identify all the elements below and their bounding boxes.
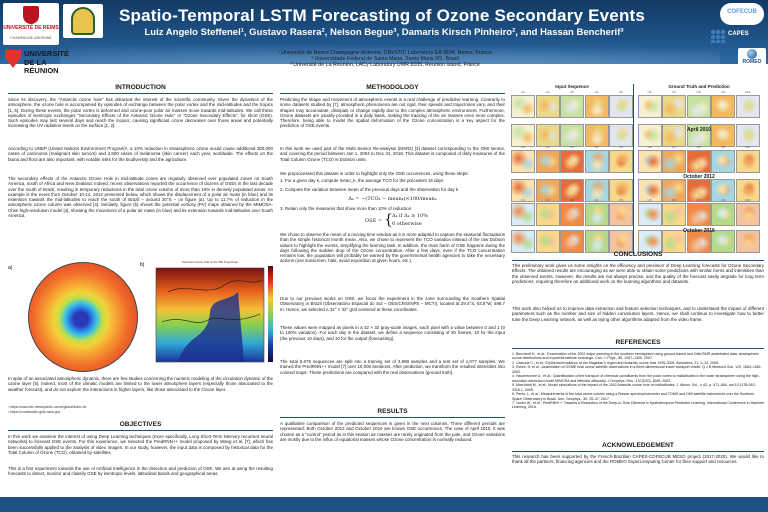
conclusions-heading: CONCLUSIONS [613,251,663,258]
forecast-frame [661,199,687,227]
equation-brace: { [384,212,393,228]
introduction-paragraph-2: According to UNEP (United Nations Environment Program)¹, a 10% reduction in stratospheric ozone would cause additional 300,000 cases of carcinoma (malignant skin tumors) and 4,500 cases of melanoma (skin cancer) each year, worldwide. The effects on the fauna and flora are also important, with notable risks for the biodiversity and the agriculture. [8,146,273,162]
conclusions-paragraph-1: This preliminary work gives us some insights on the efficiency and precision of Deep Learning forecasts for Ozone Secondary Effects. The obtained results are encouraging as we were able to obtain some predictions with similar forms and intensities than the observed events. However, the results are not always precise, and the quality of the forecast easily degrade for long term predictions, requiring therefore an additional work on the learning algorithms and datasets. [512,263,764,284]
frame-label: t=2 [545,91,550,94]
frame-label: t=4 [594,91,599,94]
frame-label: t=10 [744,199,751,202]
footer-bar [0,497,768,512]
objectives-heading: OBJECTIVES [119,421,162,428]
la-reunion-mark-icon [5,50,21,68]
forecast-frame [637,91,663,119]
frame-heatmap [536,230,560,253]
frame-heatmap [609,203,633,226]
frame-heatmap [585,124,609,147]
reference-item: 6. Peres, L. et al.: Measurements of the total ozone column using a Brewer spectrophotometer and TOMS and OMI satellite instruments over the Southern Space Observatory in Brazil. Ann. Geophys., 35, 25–37, 2017. [512,392,755,401]
acknowledgement-paragraph: This research has been supported by the French-Brazilian CAPES-COFECUB MESO project (2017-2020). We would like to thank all the partners, financing agencies and the ROMEO Supercomputing Center for their support and resources. [512,454,764,465]
forecast-frame [661,91,687,119]
colorbar-legend [268,266,273,362]
figure-row-october-2012-a [510,146,768,174]
forecast-frame [559,226,585,254]
frame-heatmap [560,150,584,173]
figure-row-april-2010-a [510,91,768,119]
methodology-heading: METHODOLOGY [366,84,419,91]
forecast-frame [608,226,634,254]
forecast-frame [735,120,761,148]
reference-list [512,352,764,410]
frame-heatmap [585,230,609,253]
frame-heatmap [560,124,584,147]
frame-label: t=8 [696,199,701,202]
frame-label: t=10 [744,146,751,149]
la-reunion-university-logo: UNIVERSITÉ DE LA RÉUNION [3,48,73,72]
methodology-paragraph-1: Predicting the shape and movement of atmospheric events is a real challenge of predictive learning. Contrarily to some datasets studied by [7], atmospheric phenomena are not rigid, their speeds and trajectories vary, and their shapes may accumulate, dissipate or change rapidly due to the complex atmospheric environment. Furthermore, Ozone datasets are usually provided in a daily basis, making the tracking of the air masses even more complex. Therefore, being able to model the spatial deformation of the Ozone concentration is a key aspect for the prediction of OSE events. [280,97,505,129]
frame-label: t=5 [619,91,623,94]
forecast-frame [584,199,610,227]
poster-title: Spatio-Temporal LSTM Forecasting of Ozone Secondary Events [118,6,646,25]
romeo-sphere-icon [747,49,757,59]
acknowledgement-rule [512,451,764,452]
frame-heatmap [560,230,584,253]
reims-shield-icon [23,6,39,24]
results-paragraph-1: A qualitative comparison of the predicted sequences is given in the next columns. Three different periods are represented: Both October 2012 and October 2016 are known OSE occurrences. The case of April 2010, it was chosen as a "control" period as in this season air masses are rarely originated from the pole, and Ozone variations are mostly due to the influx of equatorial masses whose Ozone concentration is normally reduced. [280,421,505,442]
forecast-frame [608,91,634,119]
reference-item: 7. Yunbo W., et al.: PredRNN++: Towards A Resolution of the Deep-in-Time Dilemma in Spatiotemporal Predictive Learning, International Conference in Machine Learning, 2018. [512,400,764,410]
frame-heatmap [687,95,711,118]
figure-b-label: b) [140,262,145,268]
frame-heatmap [511,124,535,147]
objectives-paragraph-1: In this work we examine the interest of using Deep Learning techniques (more specifically, Long Short-Term Memory recurrent neural networks) to forecast OSE events. For this experience, we selected the PredRNN++ model proposed by Wang et al. [7], which has been successfully applied to the analysis of video images. In our study, however, the input data is composed by historical data for the Total Column of Ozone (TCO), obtained by satellites. [8,434,273,455]
frame-label: t=4 [594,199,599,202]
references-rule [512,348,764,349]
forecast-frame [735,146,761,174]
reference-item: 5. Marchand M., et al.: Model simulations of the impact of the 2002 Antarctic ozone hole on midlatitudes. J. Atmos. Sci., v. 62, p. 871–884. doi:10.1175/JAS-3326.1, 2005. [512,383,756,392]
author-list: Luiz Angelo Steffenel¹, Gustavo Rasera², Nelson Begue³, Damaris Kirsch Pinheiro², and Hassan Bencherif³ [144,27,624,38]
frame-heatmap [536,203,560,226]
frame-heatmap [736,203,760,226]
frame-heatmap [687,203,711,226]
methodology-paragraph-4: We chose to observe the mean of a moving time window as it is more adapted to capture the seasonal fluctuations than the simple historical month mean. Also, we chose to represent the TCO variation instead of the raw Dobson values to highlight the events, simplifying the learning task. In addition, the main harm of OSE happens during the days following the sudden drop of the Ozone concentration. After a few days, even if the TCO concentration remains low, the population will probably be warned by the governmental health agencies to take the necessary actions (use sunscreen, hats, avoid exposition at given hours, etc.). [280,232,505,264]
objectives-paragraph-2: This is a first experiment towards the use of Artificial Intelligence in the detection and prediction of OSE. We aim at using the resulting forecasts to detect, monitor and classify OSE by isentropic levels, latitudinal bands and geographical areas. [8,466,273,477]
frame-label: t=7 [672,91,676,94]
methodology-paragraph-3: We preprocessed this dataset in order to highlight only the OSE occurrences, using these steps: [280,171,469,176]
frame-label: t=9 [721,146,725,149]
equation-ose-case-1: Δₖ if Δₖ ≥ 10% [392,213,428,219]
frame-label: t=9 [721,199,725,202]
frame-heatmap [662,203,686,226]
frame-heatmap [609,95,633,118]
frame-heatmap [536,95,560,118]
output-sequence-heading: Ground Truth and Prediction [668,84,730,89]
frame-heatmap [711,150,735,173]
frame-heatmap [511,230,535,253]
forecast-frame [637,120,663,148]
methodology-paragraph-7: The total 5.075 sequences are split into a training set of 3,998 samples and a test set of 1,077 samples. We trained the PredRNN++ model [7] over 10,000 iterations. After prediction, we transform the resulted intensities into colored maps. These predictions are compared with the real observations (ground truth). [280,359,505,375]
frame-label: t=6 [647,199,652,202]
forecast-frame [510,199,536,227]
frame-heatmap [585,150,609,173]
forecast-frame [559,91,585,119]
conclusions-paragraph-2: This work also helped us to improve data extraction and feature selection techniques, and to understand the impact of different parameters such as the number and size of hidden convolution layers. Hence, we shall continue to investigate how to better tune the Deep Learning network, as well as trying other algorithms adapted from the video frame. [512,306,764,322]
affiliation-2: ² Universidade Federal de Santa Maria, Santa Maria RS, Brazil [311,56,459,62]
frame-heatmap [511,95,535,118]
cofecub-logo: COFECUB [720,3,764,25]
frame-label: t=8 [696,146,701,149]
forecast-frame [661,120,687,148]
introduction-heading: INTRODUCTION [115,84,166,91]
reims-university-logo: UNIVERSITÉ DE REIMS CHAMPAGNE-ARDENNE [3,3,59,45]
forecast-frame [686,146,712,174]
frame-label: t=2 [545,199,550,202]
methodology-rule [280,93,505,94]
results-rule [280,417,505,418]
frame-heatmap [662,95,686,118]
acknowledgement-heading: ACKNOWLEDGEMENT [602,442,674,449]
frame-heatmap [638,203,662,226]
frame-heatmap [711,95,735,118]
conclusions-rule [512,260,764,261]
forecast-frame [710,199,736,227]
introduction-paragraph-4: In spite of an associated atmospheric dynamic, there are few studies concerning the numeric modeling of the circulation dynamic of the ozone layer [5]. Indeed, most of the climatic models are limited to the lower atmosphere layers (especially those associated to the weather forecast), and do not explore the interactions in higher layers, like those associated to the Ozone layer. [8,376,273,392]
romeo-logo: ROMEO [738,48,766,70]
equation-ose-case-2: 0 otherwise [392,221,422,227]
frame-heatmap [560,95,584,118]
forecast-frame [535,226,561,254]
methodology-step-3: 3. Retain only the measures that show more than 10% of reduction [280,206,412,211]
methodology-paragraph-5: Due to our previous works on OSE, we focus the experiment in the zone surrounding the Southern Spatial Observatory in Brazil (Observatório Espacial do Sul – OES/CRS/INPE – MCTI), located at 29.4°S, 53.8°W, 488.7 m. Hence, we selected a 32° × 32° grid centered at these coordinates. [280,296,505,312]
forecast-frame [535,91,561,119]
capes-logo: CAPES [710,28,764,44]
input-sequence-heading: Input Sequence [555,84,589,89]
forecast-frame [710,91,736,119]
frame-label: t=5 [619,199,623,202]
frame-heatmap [511,150,535,173]
date-label-october-2016: October 2016 [683,228,715,234]
frame-heatmap [585,95,609,118]
reference-item: 1. Bencherif H., et al.: Examination of the 2002 major warming in the southern hemisphere using ground-based and Odin/SMR assimilated data: stratospheric ozone distributions and tropo/mid-latitude exchange. Can. J. Phys., 85, 1287–1300, 2007. [512,352,760,361]
frame-heatmap [662,150,686,173]
ufsm-coat-of-arms-icon [71,7,95,35]
footnote-1: ¹ https://www.nbc.news/public-ozone/global/index.txt [8,405,87,409]
forecast-frame [710,146,736,174]
forecast-frame [559,199,585,227]
frame-heatmap [638,150,662,173]
forecast-frame [535,199,561,227]
methodology-paragraph-6: These values were mapped as pixels in a 32 × 32 gray-scale images, each pixel with a value between 0 and 1 (0 to 100% variation). For each day in the dataset, we define a sequence consisting of 20 frames, 10 for the input (the previous 10 days), and 10 for the output (forecasting). [280,325,505,341]
methodology-paragraph-2: In this work we used part of the Multi Sensor Re-analysis (MSR2) [3] dataset corresponding to the OMI sensor, and covering the period between Jan 1, 2004 to Dec 31, 2018. This dataset is composed of daily measures of the Total Column Ozone (TCO) in Dobson units. [280,146,505,162]
frame-heatmap [609,150,633,173]
results-heading: RESULTS [377,408,408,415]
forecast-frame [535,146,561,174]
frame-label: t=10 [744,91,751,94]
forecast-frame [608,199,634,227]
figure-a-label: a) [8,265,13,271]
frame-heatmap [609,230,633,253]
forecast-frame [686,199,712,227]
frame-heatmap [711,203,735,226]
forecast-frame [559,120,585,148]
reference-item: 3. Eskes, H. et al.: Assimilation of GOME total ozone satellite observations in a three-dimensional tracer transport model. Q.J.R.Meteorol.Soc. 129, 1663–1681, 2003. [512,365,762,374]
frame-label: t=3 [570,199,574,202]
forecast-frame [710,120,736,148]
introduction-paragraph-3: The secondary effects of the Antarctic Ozone Hole in mid-latitude zones are regularly observed over populated zones on South America, south of Africa and New Zealand. Indeed, recent observations reported the occurrence of dozens of OSEs in the last decade over the south of Brazil, resulting in temporary reductions in the total ozone column of more than 10% in densely populated areas. An example is the event from October 10-14, 2012 presented below, which shows the displacement of a polar air mass (in blue) and its extension towards the mid-latitudes to reach the south of Brazil – around 30°S – on figure (a). Up to 11.7% of reduction in the atmospheric ozone column was observed [4]. Similarly, figure (b) shows the potential vorticity (PV) maps obtained by the MIMOSA-Chim high-resolution model [4], showing the movement of a polar air mass (in blue) and its extension towards mid-latitudes over South America. [8,176,273,218]
frame-label: t=1 [521,146,525,149]
references-heading: REFERENCES [615,339,661,346]
frame-label: t=3 [570,146,574,149]
forecast-frame [661,146,687,174]
frame-label: t=7 [672,199,676,202]
frame-label: t=5 [619,146,623,149]
forecast-frame [686,120,712,148]
capes-dots-icon [710,29,726,43]
forecast-frame [584,91,610,119]
forecast-frame [637,146,663,174]
frame-label: t=7 [672,146,676,149]
forecast-frame [735,91,761,119]
forecast-frame [510,91,536,119]
frame-label: t=8 [696,91,701,94]
date-label-april-2010: April 2010 [687,127,711,133]
figure-row-october-2016-a [510,199,768,227]
forecast-frame [535,120,561,148]
frame-label: t=4 [594,146,599,149]
forecast-frame [735,199,761,227]
forecast-frame [686,91,712,119]
frame-label: t=9 [721,91,725,94]
affiliation-3: ³ Université de La Réunion, LACy Laboratory UMR 8105, Reunion Island, France [290,62,480,68]
frame-heatmap [536,150,560,173]
potential-vorticity-map-figure [148,262,268,366]
frame-label: t=6 [647,91,652,94]
objectives-rule [8,430,273,431]
reference-item: 4. Hauchecorne A., et al.: Quantification of the transport of chemical constituents from the polar vortex to midlatitudes in the lower stratosphere using the high-resolution advection model MIMOSA and effective diffusivity. J.Geophys. Res., 107(D20), 8289, 2002. [512,374,760,383]
affiliation-1: ¹ Université de Reims Champagne-Ardenne, CReSTIC Laboratory EA 3804, Reims, France [277,50,493,56]
frame-heatmap [638,95,662,118]
frame-heatmap [609,124,633,147]
date-label-october-2012: October 2012 [683,174,715,180]
forecast-frame [510,226,536,254]
frame-label: t=1 [521,91,525,94]
forecast-frame [510,146,536,174]
forecast-frame [608,146,634,174]
equation-ose-lhs: OSE = [365,218,382,224]
reference-item: 2. Casiccia C., et al.: Erythemal irradiance at the Magellan's region and Antarctic ozone hole 1999-2005, Atmósfera, 21, 1–12, 2008. [512,360,719,365]
introduction-paragraph-1: Since its discovery, the "Antarctic ozone hole" has attracted the interest of the scientific community. Given the dynamics of the atmosphere, the ozone hole is accompanied by episodes of exchange between the polar vortex and the mid-latitudes and the tropics [1, 5]. During these events, the polar vortex is deformed and ozone-poor polar air masses move towards mid-latitudes. We call these episodes of isentropic exchanges "Secondary Effects of the Antarctic Ozone Hole" or "Ozone Secondary Effects", for short (OSE). Such episodes may last several days and reach the tropics, causing significant ozone decreases over those areas and potentially increasing the UV radiation levels on the surface [1, 2]. [8,97,273,129]
frame-heatmap [536,124,560,147]
frame-heatmap [585,203,609,226]
frame-label: t=3 [570,91,574,94]
figure-row-april-2010-b [510,120,768,148]
frame-label: t=6 [647,146,652,149]
forecast-frame [608,120,634,148]
frame-label: t=2 [545,146,550,149]
methodology-step-2: 2. Compute the variation between mean of the previous days and the observation for day k [280,187,459,192]
forecast-frame [510,120,536,148]
ozone-polar-map-figure [28,262,138,372]
forecast-frame [637,199,663,227]
frame-heatmap [687,150,711,173]
frame-heatmap [736,150,760,173]
introduction-rule [8,93,273,94]
frame-heatmap [560,203,584,226]
methodology-step-1: 1. For a given day k, compute mean_k, the average TCO for the precedent 15 days [280,178,444,183]
forecast-frame [559,146,585,174]
figure-b-title: Potential vorticity field on the 550 K isentrope [182,260,238,264]
frame-heatmap [736,95,760,118]
frame-heatmap [511,203,535,226]
forecast-frame [584,146,610,174]
ufsm-logo [63,4,103,38]
equation-delta: Δₖ = −(TCOₖ − meanₖ)×100/meanₖ [348,196,437,202]
forecast-frame [584,120,610,148]
footnote-2: ² https://ozonewatch.gsfc.nasa.gov [8,410,61,414]
frame-label: t=1 [521,199,525,202]
forecast-frame [584,226,610,254]
